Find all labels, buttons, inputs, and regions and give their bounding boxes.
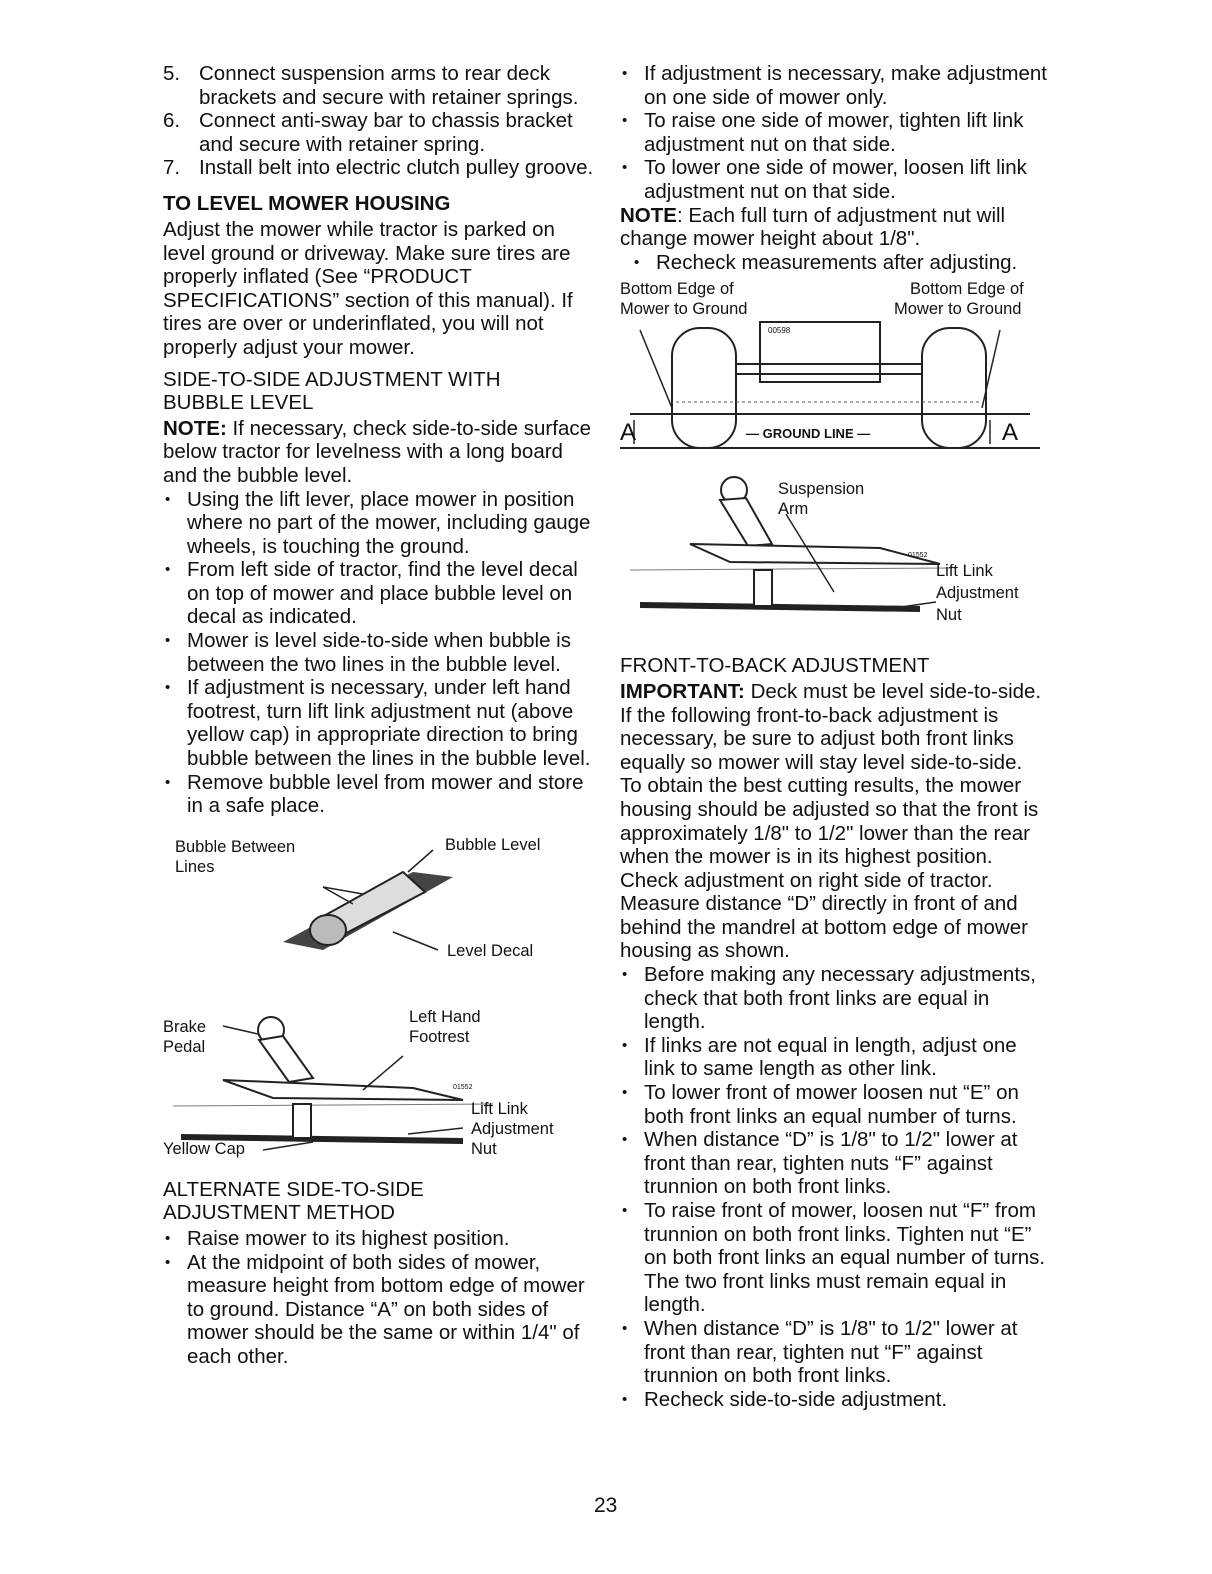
suspension-figure <box>620 474 1052 654</box>
side-heading <box>163 368 595 415</box>
list-item: • Using the lift lever, place mower in position where no part of the mower, including gauge wheels, is touching the ground. <box>163 488 595 559</box>
alt-heading-line: ALTERNATE SIDE-TO-SIDE <box>163 1177 424 1201</box>
label-ground-line: — GROUND LINE — <box>746 426 871 442</box>
list-item: • To raise one side of mower, tighten lift link adjustment nut on that side. <box>620 109 1052 156</box>
recheck-bullets <box>620 251 1052 275</box>
label-lines: Lines <box>175 857 215 876</box>
list-item: • To lower front of mower loosen nut “E” on both front links an equal number of turns. <box>620 1081 1052 1128</box>
label-suspension: Suspension <box>778 480 865 499</box>
label-nut: Nut <box>471 1139 497 1158</box>
important-paragraph <box>620 680 1052 774</box>
note-text: : Each full turn of adjustment nut will change mower height about 1/8". <box>620 203 1006 251</box>
label-mower-ground-left: Mower to Ground <box>620 300 748 319</box>
list-item: • To raise front of mower, loosen nut “F” from trunnion on both front links. Tighten nut “E” on both front links an equal number of turns. The two front links must remain equal in length. <box>620 1199 1052 1317</box>
right-column <box>620 62 1052 1411</box>
label-yellow-cap: Yellow Cap <box>163 1139 245 1158</box>
list-item: • When distance “D” is 1/8" to 1/2" lower at front than rear, tighten nut “F” against trunnion on both front links. <box>620 1317 1052 1388</box>
step-item <box>163 109 595 156</box>
bubble-level-figure <box>163 832 595 1008</box>
step-text: Connect anti-sway bar to chassis bracket and secure with retainer spring. <box>199 109 573 156</box>
label-lift-link: Lift Link <box>936 562 993 581</box>
list-item: • Recheck measurements after adjusting. <box>632 251 1052 275</box>
label-bottom-edge-left: Bottom Edge of <box>620 280 734 299</box>
figure-code: 01552 <box>908 552 928 560</box>
label-footrest: Footrest <box>409 1027 470 1046</box>
important-label: IMPORTANT: <box>620 679 745 703</box>
list-item: • Remove bubble level from mower and store in a safe place. <box>163 771 595 818</box>
note-paragraph <box>620 204 1052 251</box>
figure-code: 00598 <box>768 326 791 336</box>
step-text: Connect suspension arms to rear deck brackets and secure with retainer springs. <box>199 62 579 109</box>
side-heading-line: SIDE-TO-SIDE ADJUSTMENT WITH <box>163 367 501 391</box>
label-bottom-edge-right: Bottom Edge of <box>910 280 1024 299</box>
list-item: • From left side of tractor, find the level decal on top of mower and place bubble level on decal as indicated. <box>163 558 595 629</box>
list-item: • Mower is level side-to-side when bubble is between the two lines in the bubble level. <box>163 629 595 676</box>
lift-link-figure <box>163 1008 595 1158</box>
list-item: • When distance “D” is 1/8" to 1/2" lower at front than rear, tighten nuts “F” against trunnion on both front links. <box>620 1128 1052 1199</box>
note-paragraph <box>163 417 595 488</box>
alt-heading-line: ADJUSTMENT METHOD <box>163 1201 395 1225</box>
label-bubble-level: Bubble Level <box>445 835 541 854</box>
ground-line-figure <box>620 280 1052 458</box>
step-number: 7. <box>163 156 181 180</box>
label-level-decal: Level Decal <box>447 941 534 960</box>
alt-bullets <box>163 1227 595 1369</box>
level-paragraph: Adjust the mower while tractor is parked on level ground or driveway. Make sure tires are properly inflated (See “PRODUCT SPECIFICATIONS” section of this manual). If tires are over or underinflated, you will not properly adjust your mower. <box>163 217 573 359</box>
label-left-hand: Left Hand <box>409 1007 481 1026</box>
step-text: Install belt into electric clutch pulley groove. <box>199 156 594 180</box>
assembly-steps <box>163 62 595 180</box>
step-number: 5. <box>163 62 181 85</box>
label-nut: Nut <box>936 606 962 625</box>
list-item: • If adjustment is necessary, make adjustment on one side of mower only. <box>620 62 1052 109</box>
alt-heading <box>163 1178 595 1225</box>
page-number: 23 <box>594 1494 618 1517</box>
label-pedal: Pedal <box>163 1037 206 1056</box>
step-item <box>163 156 595 180</box>
label-adjustment: Adjustment <box>936 584 1019 603</box>
check-paragraph: Check adjustment on right side of tractor. Measure distance “D” directly in front of and behind the mandrel at bottom edge of mower housing as shown. <box>620 868 1028 963</box>
label-adjustment: Adjustment <box>471 1119 554 1138</box>
list-item: • At the midpoint of both sides of mower, measure height from bottom edge of mower to ground. Distance “A” on both sides of mower should be the same or within 1/4" of each other. <box>163 1251 595 1369</box>
label-bubble-between: Bubble Between <box>175 837 296 856</box>
label-lift-link: Lift Link <box>471 1099 528 1118</box>
list-item: • Recheck side-to-side adjustment. <box>620 1388 1052 1412</box>
list-item: • If links are not equal in length, adjust one link to same length as other link. <box>620 1034 1052 1081</box>
list-item: • If adjustment is necessary, under left hand footrest, turn lift link adjustment nut (above yellow cap) in appropriate direction to bring bubble between the lines in the bubble level. <box>163 676 595 770</box>
step-item <box>163 62 595 109</box>
list-item: • Raise mower to its highest position. <box>163 1227 595 1251</box>
label-mower-ground-right: Mower to Ground <box>894 300 1022 319</box>
bubble-level-drawing <box>163 832 595 1008</box>
top-bullets <box>620 62 1052 204</box>
important-text: Deck must be level side-to-side. If the following front-to-back adjustment is necessary, be sure to adjust both front links equally so mower will stay level side-to-side. <box>620 679 1042 774</box>
level-heading: TO LEVEL MOWER HOUSING <box>163 191 451 215</box>
step-number: 6. <box>163 109 181 133</box>
left-column <box>163 62 595 1369</box>
note-text: If necessary, check side-to-side surface below tractor for levelness with a long board and the bubble level. <box>163 416 591 487</box>
label-brake: Brake <box>163 1017 207 1036</box>
label-arm: Arm <box>778 500 809 519</box>
ftb-heading: FRONT-TO-BACK ADJUSTMENT <box>620 654 930 678</box>
label-a-right: A <box>1002 419 1019 447</box>
list-item: • To lower one side of mower, loosen lift link adjustment nut on that side. <box>620 156 1052 203</box>
label-a-left: A <box>620 419 637 447</box>
side-heading-line: BUBBLE LEVEL <box>163 391 314 415</box>
ftb-bullets <box>620 963 1052 1411</box>
note-label: NOTE <box>620 203 677 227</box>
note-label: NOTE: <box>163 416 227 440</box>
results-paragraph: To obtain the best cutting results, the mower housing should be adjusted so that the front is approximately 1/8" to 1/2" lower than the rear when the mower is in its highest position. <box>620 774 1039 869</box>
list-item: • Before making any necessary adjustments, check that both front links are equal in length. <box>620 963 1052 1034</box>
side-bullets <box>163 488 595 818</box>
figure-code: 01552 <box>453 1083 473 1091</box>
